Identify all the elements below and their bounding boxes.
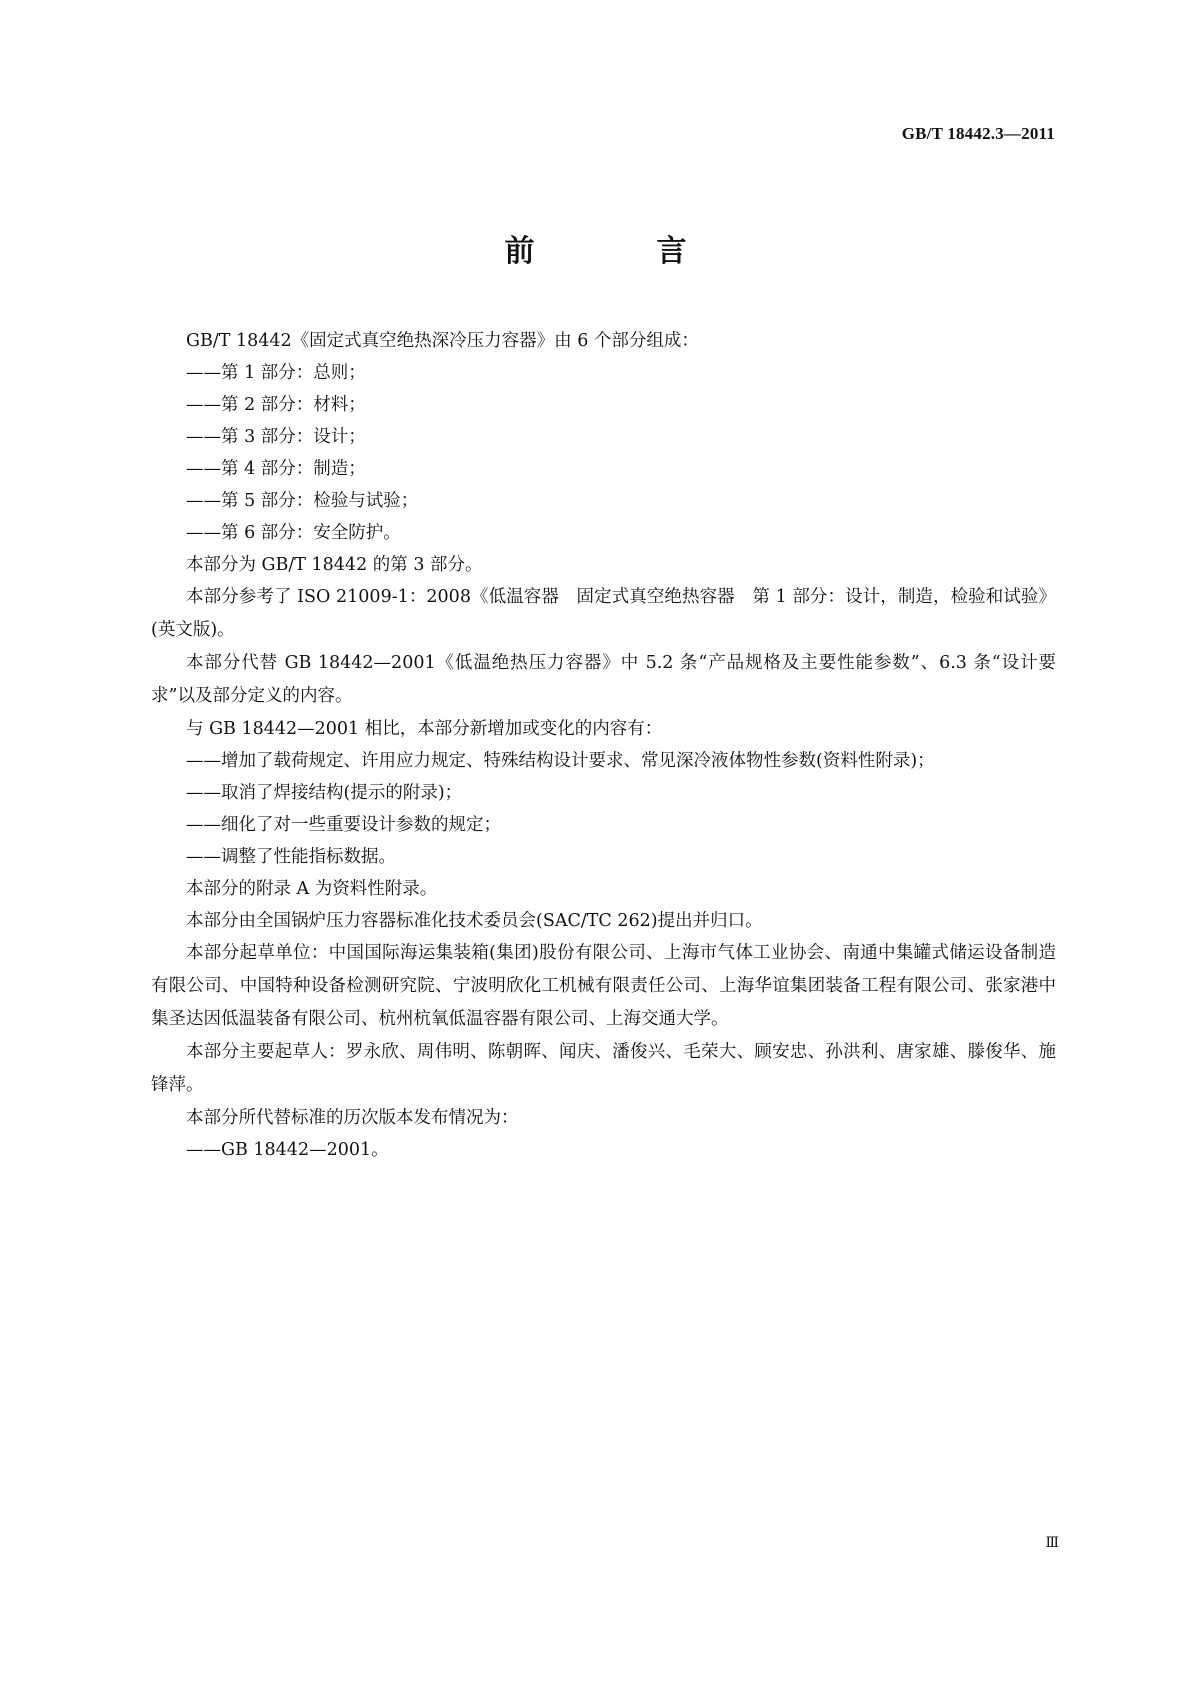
list-item-history-1: ——GB 18442—2001。 <box>186 1140 389 1160</box>
list-item-part-2: ——第 2 部分：材料； <box>186 395 366 415</box>
list-item-part-5: ——第 5 部分：检验与试验； <box>186 491 419 511</box>
paragraph-proposer: 本部分由全国锅炉压力容器标准化技术委员会(SAC/TC 262)提出并归口。 <box>186 911 763 931</box>
list-item-part-6: ——第 6 部分：安全防护。 <box>186 523 401 543</box>
list-item-change-2: ——取消了焊接结构(提示的附录)； <box>186 783 463 803</box>
page-title: 前 言 <box>504 234 733 269</box>
page-number: Ⅲ <box>1045 1536 1059 1551</box>
paragraph-appendix: 本部分的附录 A 为资料性附录。 <box>186 879 438 899</box>
list-item-part-4: ——第 4 部分：制造； <box>186 459 366 479</box>
paragraph-part-statement: 本部分为 GB/T 18442 的第 3 部分。 <box>186 555 483 575</box>
document-body <box>151 325 1056 1166</box>
list-item-change-1: ——增加了载荷规定、许用应力规定、特殊结构设计要求、常见深冷液体物性参数(资料性附录)； <box>186 751 935 771</box>
paragraph-drafters: 本部分主要起草人：罗永欣、周伟明、陈朝晖、闻庆、潘俊兴、毛荣大、顾安忠、孙洪利、唐家雄、滕俊华、施锋萍。 <box>151 1042 1056 1095</box>
list-item-part-1: ——第 1 部分：总则； <box>186 363 366 383</box>
paragraph-intro: GB/T 18442《固定式真空绝热深冷压力容器》由 6 个部分组成： <box>186 331 699 351</box>
list-item-change-4: ——调整了性能指标数据。 <box>186 847 396 867</box>
paragraph-drafting-units: 本部分起草单位：中国国际海运集装箱(集团)股份有限公司、上海市气体工业协会、南通中集罐式储运设备制造有限公司、中国特种设备检测研究院、宁波明欣化工机械有限责任公司、上海华谊集团装备工程有限公司、张家港中集圣达因低温装备有限公司、杭州杭氧低温容器有限公司、上海交通大学。 <box>151 943 1056 1029</box>
paragraph-replacement: 本部分代替 GB 18442—2001《低温绝热压力容器》中 5.2 条“产品规格及主要性能参数”、6.3 条“设计要求”以及部分定义的内容。 <box>151 653 1056 706</box>
paragraph-history-intro: 本部分所代替标准的历次版本发布情况为： <box>186 1108 519 1128</box>
list-item-change-3: ——细化了对一些重要设计参数的规定； <box>186 815 501 835</box>
paragraph-reference: 本部分参考了 ISO 21009-1：2008《低温容器 固定式真空绝热容器 第 1 部分：设计，制造，检验和试验》(英文版)。 <box>151 587 1056 640</box>
list-item-part-3: ——第 3 部分：设计； <box>186 427 366 447</box>
document-code: GB/T 18442.3—2011 <box>901 124 1055 143</box>
paragraph-changes-intro: 与 GB 18442—2001 相比，本部分新增加或变化的内容有： <box>186 719 663 739</box>
